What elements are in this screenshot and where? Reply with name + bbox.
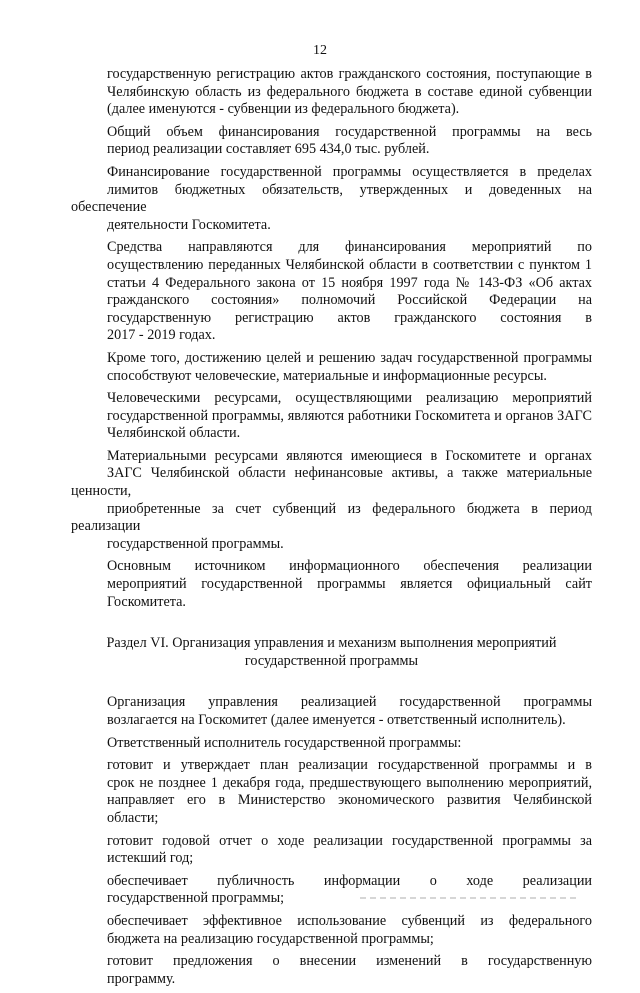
- paragraph-executor-intro: [71, 735, 592, 753]
- section-heading: [71, 635, 592, 670]
- paragraph-line: Госкомитета.: [107, 593, 186, 610]
- paragraph-line: (далее именуются - субвенции из федерального бюджета).: [107, 101, 460, 118]
- paragraph-line: государственную регистрацию актов гражданского состояния в: [107, 309, 592, 326]
- paragraph-funds-direction: [71, 239, 592, 345]
- paragraph-line: Организация управления реализацией государственной программы: [107, 694, 592, 711]
- paragraph-publicity: [71, 873, 592, 908]
- paragraph-plan: [71, 757, 592, 827]
- paragraph-line: Ответственный исполнитель государственной программы:: [107, 734, 462, 751]
- section-heading-line: Раздел VI. Организация управления и механизм выполнения мероприятий: [106, 635, 557, 652]
- paragraph-human-resources: [71, 390, 592, 443]
- paragraph-line: деятельности Госкомитета.: [107, 216, 271, 233]
- paragraph-line: Материальными ресурсами являются имеющиеся в Госкомитете и органах: [107, 447, 592, 464]
- paragraph-management: [71, 694, 592, 729]
- paragraph-line: способствуют человеческие, материальные и информационные ресурсы.: [107, 367, 547, 384]
- paragraph-line: программу.: [107, 970, 176, 987]
- paragraph-line: приобретенные за счет субвенций из федерального бюджета в период реализации: [71, 500, 592, 535]
- paragraph-line: области;: [107, 809, 159, 826]
- paragraph-line: мероприятий государственной программы является официальный сайт: [107, 576, 592, 593]
- paragraph-line: Основным источником информационного обеспечения реализации: [107, 558, 592, 575]
- paragraph-amendments: [71, 953, 592, 988]
- paragraph-line: Кроме того, достижению целей и решению задач государственной программы: [107, 349, 592, 366]
- paragraph-line: государственную регистрацию актов гражданского состояния, поступающие в: [107, 66, 592, 82]
- paragraph-line: Челябинской области.: [107, 425, 241, 442]
- paragraph-line: Человеческими ресурсами, осуществляющими реализацию мероприятий: [107, 390, 592, 407]
- paragraph-line: направляет его в Министерство экономического развития Челябинской: [107, 792, 592, 809]
- paragraph-line: срок не позднее 1 декабря года, предшествующего выполнению мероприятий,: [107, 774, 592, 791]
- paragraph-line: готовит годовой отчет о ходе реализации государственной программы за: [107, 832, 592, 849]
- paragraph-resources: [71, 350, 592, 385]
- paragraph-line: статьи 4 Федерального закона от 15 ноября 1997 года № 143-ФЗ «Об актах: [107, 274, 592, 291]
- paragraph-subventions: [71, 66, 592, 119]
- paragraph-total-funding: [71, 124, 592, 159]
- paragraph-line: период реализации составляет 695 434,0 тыс. рублей.: [107, 141, 430, 158]
- paragraph-line: Челябинскую область из федерального бюджета в составе единой субвенции: [107, 83, 592, 100]
- scan-artifact-line: [360, 897, 580, 899]
- paragraph-line: обеспечивает публичность информации о ходе реализации: [107, 872, 592, 889]
- paragraph-line: 2017 - 2019 годах.: [107, 327, 216, 344]
- paragraph-line: ЗАГС Челябинской области нефинансовые активы, а также материальные ценности,: [71, 465, 592, 500]
- paragraph-line: Средства направляются для финансирования мероприятий по: [107, 239, 592, 256]
- paragraph-line: государственной программы.: [107, 535, 284, 552]
- page-number: 12: [313, 43, 327, 58]
- paragraph-line: лимитов бюджетных обязательств, утвержденных и доведенных на обеспечение: [71, 181, 592, 216]
- paragraph-line: гражданского состояния» полномочий Российской Федерации на: [107, 292, 592, 309]
- page-content: [71, 66, 592, 993]
- paragraph-line: обеспечивает эффективное использование субвенций из федерального: [107, 912, 592, 929]
- paragraph-information-resources: [71, 558, 592, 611]
- paragraph-material-resources: [71, 448, 592, 554]
- paragraph-funding-limits: [71, 164, 592, 234]
- section-heading-line: государственной программы: [244, 652, 419, 669]
- paragraph-line: Финансирование государственной программы осуществляется в пределах: [107, 163, 592, 180]
- paragraph-line: государственной программы;: [107, 890, 285, 907]
- paragraph-efficiency: [71, 913, 592, 948]
- paragraph-line: истекший год;: [107, 850, 194, 867]
- paragraph-line: готовит предложения о внесении изменений в государственную: [107, 953, 592, 970]
- paragraph-line: осуществлению переданных Челябинской области в соответствии с пунктом 1: [107, 256, 592, 273]
- paragraph-line: бюджета на реализацию государственной программы;: [107, 930, 434, 947]
- paragraph-line: Общий объем финансирования государственной программы на весь: [107, 123, 592, 140]
- paragraph-line: готовит и утверждает план реализации государственной программы и в: [107, 757, 592, 774]
- paragraph-line: государственной программы, являются работники Госкомитета и органов ЗАГС: [107, 407, 592, 424]
- paragraph-line: возлагается на Госкомитет (далее именуется - ответственный исполнитель).: [107, 712, 566, 728]
- paragraph-annual-report: [71, 833, 592, 868]
